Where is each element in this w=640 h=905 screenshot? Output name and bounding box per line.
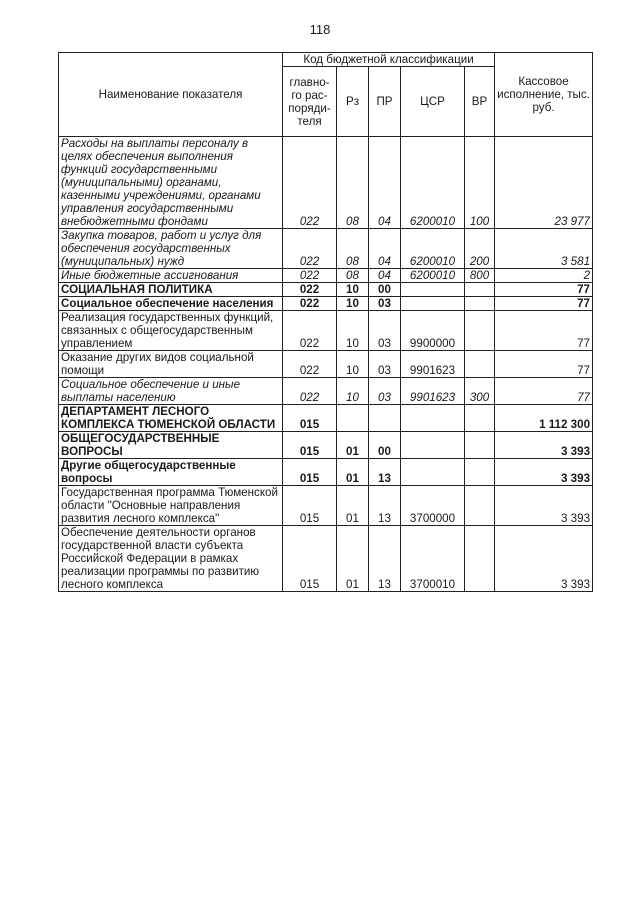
table-row <box>59 378 593 405</box>
table-row <box>59 432 593 459</box>
table-row <box>59 137 593 229</box>
cell-vr: 300 <box>465 378 495 405</box>
cell-name: СОЦИАЛЬНАЯ ПОЛИТИКА <box>59 283 283 297</box>
cell-pr: 04 <box>369 229 401 269</box>
cell-amount: 77 <box>495 351 593 378</box>
cell-rz: 10 <box>337 297 369 311</box>
cell-vr: 200 <box>465 229 495 269</box>
cell-glavny: 022 <box>283 311 337 351</box>
cell-rz: 08 <box>337 269 369 283</box>
cell-rz: 10 <box>337 283 369 297</box>
header-classification-group: Код бюджетной классификации <box>283 53 495 67</box>
cell-vr: 100 <box>465 137 495 229</box>
cell-name: Другие общегосударственные вопросы <box>59 459 283 486</box>
cell-csr <box>401 283 465 297</box>
cell-pr: 13 <box>369 526 401 592</box>
cell-name: Реализация государственных функций, связанных с общегосударственным управлением <box>59 311 283 351</box>
page-number: 118 <box>309 22 331 37</box>
cell-csr: 9901623 <box>401 378 465 405</box>
cell-rz: 01 <box>337 432 369 459</box>
cell-csr: 3700000 <box>401 486 465 526</box>
cell-amount: 77 <box>495 311 593 351</box>
cell-vr <box>465 405 495 432</box>
cell-pr <box>369 405 401 432</box>
cell-glavny: 015 <box>283 459 337 486</box>
cell-amount: 3 393 <box>495 432 593 459</box>
cell-pr: 00 <box>369 432 401 459</box>
cell-glavny: 015 <box>283 486 337 526</box>
table-row <box>59 297 593 311</box>
cell-rz <box>337 405 369 432</box>
cell-glavny: 022 <box>283 351 337 378</box>
header-vr: ВР <box>465 67 495 137</box>
table-row <box>59 283 593 297</box>
header-glavny: главно- го рас- поряди- теля <box>283 67 337 137</box>
header-rz: Рз <box>337 67 369 137</box>
cell-rz: 08 <box>337 229 369 269</box>
cell-rz: 01 <box>337 459 369 486</box>
cell-name: Иные бюджетные ассигнования <box>59 269 283 283</box>
cell-amount: 23 977 <box>495 137 593 229</box>
cell-amount: 3 581 <box>495 229 593 269</box>
cell-csr <box>401 297 465 311</box>
cell-vr <box>465 311 495 351</box>
cell-glavny: 022 <box>283 269 337 283</box>
cell-vr <box>465 486 495 526</box>
cell-pr: 13 <box>369 486 401 526</box>
table-row <box>59 229 593 269</box>
cell-pr: 13 <box>369 459 401 486</box>
cell-csr: 6200010 <box>401 269 465 283</box>
cell-name: ОБЩЕГОСУДАРСТВЕННЫЕ ВОПРОСЫ <box>59 432 283 459</box>
cell-vr <box>465 459 495 486</box>
cell-glavny: 022 <box>283 137 337 229</box>
cell-rz: 10 <box>337 378 369 405</box>
cell-amount: 1 112 300 <box>495 405 593 432</box>
cell-name: Расходы на выплаты персоналу в целях обеспечения выполнения функций государственными (муниципальными) органами, казенными учреждениями, органами управления государственными внебюджетными фондами <box>59 137 283 229</box>
cell-name: Оказание других видов социальной помощи <box>59 351 283 378</box>
cell-name: Обеспечение деятельности органов государственной власти субъекта Российской Федерации в рамках реализации программы по развитию лесного комплекса <box>59 526 283 592</box>
cell-amount: 77 <box>495 297 593 311</box>
cell-csr: 9900000 <box>401 311 465 351</box>
table-row <box>59 351 593 378</box>
cell-amount: 3 393 <box>495 486 593 526</box>
header-row-group <box>59 53 593 67</box>
table-row <box>59 486 593 526</box>
cell-csr: 3700010 <box>401 526 465 592</box>
cell-csr: 6200010 <box>401 137 465 229</box>
cell-rz: 08 <box>337 137 369 229</box>
cell-name: Социальное обеспечение и иные выплаты населению <box>59 378 283 405</box>
cell-csr <box>401 405 465 432</box>
cell-name: ДЕПАРТАМЕНТ ЛЕСНОГО КОМПЛЕКСА ТЮМЕНСКОЙ ОБЛАСТИ <box>59 405 283 432</box>
cell-amount: 77 <box>495 283 593 297</box>
header-pr: ПР <box>369 67 401 137</box>
cell-vr <box>465 351 495 378</box>
header-amount: Кассовое исполнение, тыс. руб. <box>495 53 593 137</box>
cell-vr <box>465 526 495 592</box>
cell-amount: 3 393 <box>495 526 593 592</box>
cell-rz: 10 <box>337 351 369 378</box>
cell-rz: 01 <box>337 526 369 592</box>
cell-amount: 3 393 <box>495 459 593 486</box>
cell-glavny: 022 <box>283 229 337 269</box>
cell-glavny: 015 <box>283 405 337 432</box>
cell-glavny: 022 <box>283 378 337 405</box>
cell-pr: 04 <box>369 137 401 229</box>
table-row <box>59 459 593 486</box>
cell-csr: 9901623 <box>401 351 465 378</box>
cell-vr: 800 <box>465 269 495 283</box>
cell-vr <box>465 297 495 311</box>
cell-pr: 03 <box>369 378 401 405</box>
cell-csr <box>401 432 465 459</box>
cell-pr: 04 <box>369 269 401 283</box>
table-row <box>59 405 593 432</box>
cell-pr: 00 <box>369 283 401 297</box>
header-csr: ЦСР <box>401 67 465 137</box>
cell-pr: 03 <box>369 351 401 378</box>
header-name: Наименование показателя <box>59 53 283 137</box>
cell-pr: 03 <box>369 311 401 351</box>
cell-glavny: 015 <box>283 526 337 592</box>
table-row <box>59 526 593 592</box>
cell-name: Закупка товаров, работ и услуг для обеспечения государственных (муниципальных) нужд <box>59 229 283 269</box>
cell-rz: 10 <box>337 311 369 351</box>
cell-rz: 01 <box>337 486 369 526</box>
cell-amount: 2 <box>495 269 593 283</box>
cell-amount: 77 <box>495 378 593 405</box>
cell-vr <box>465 432 495 459</box>
budget-execution-table <box>58 52 593 592</box>
cell-csr: 6200010 <box>401 229 465 269</box>
cell-glavny: 015 <box>283 432 337 459</box>
cell-glavny: 022 <box>283 283 337 297</box>
table-row <box>59 269 593 283</box>
cell-name: Государственная программа Тюменской области "Основные направления развития лесного комплекса" <box>59 486 283 526</box>
cell-csr <box>401 459 465 486</box>
cell-pr: 03 <box>369 297 401 311</box>
cell-name: Социальное обеспечение населения <box>59 297 283 311</box>
table-row <box>59 311 593 351</box>
cell-glavny: 022 <box>283 297 337 311</box>
cell-vr <box>465 283 495 297</box>
